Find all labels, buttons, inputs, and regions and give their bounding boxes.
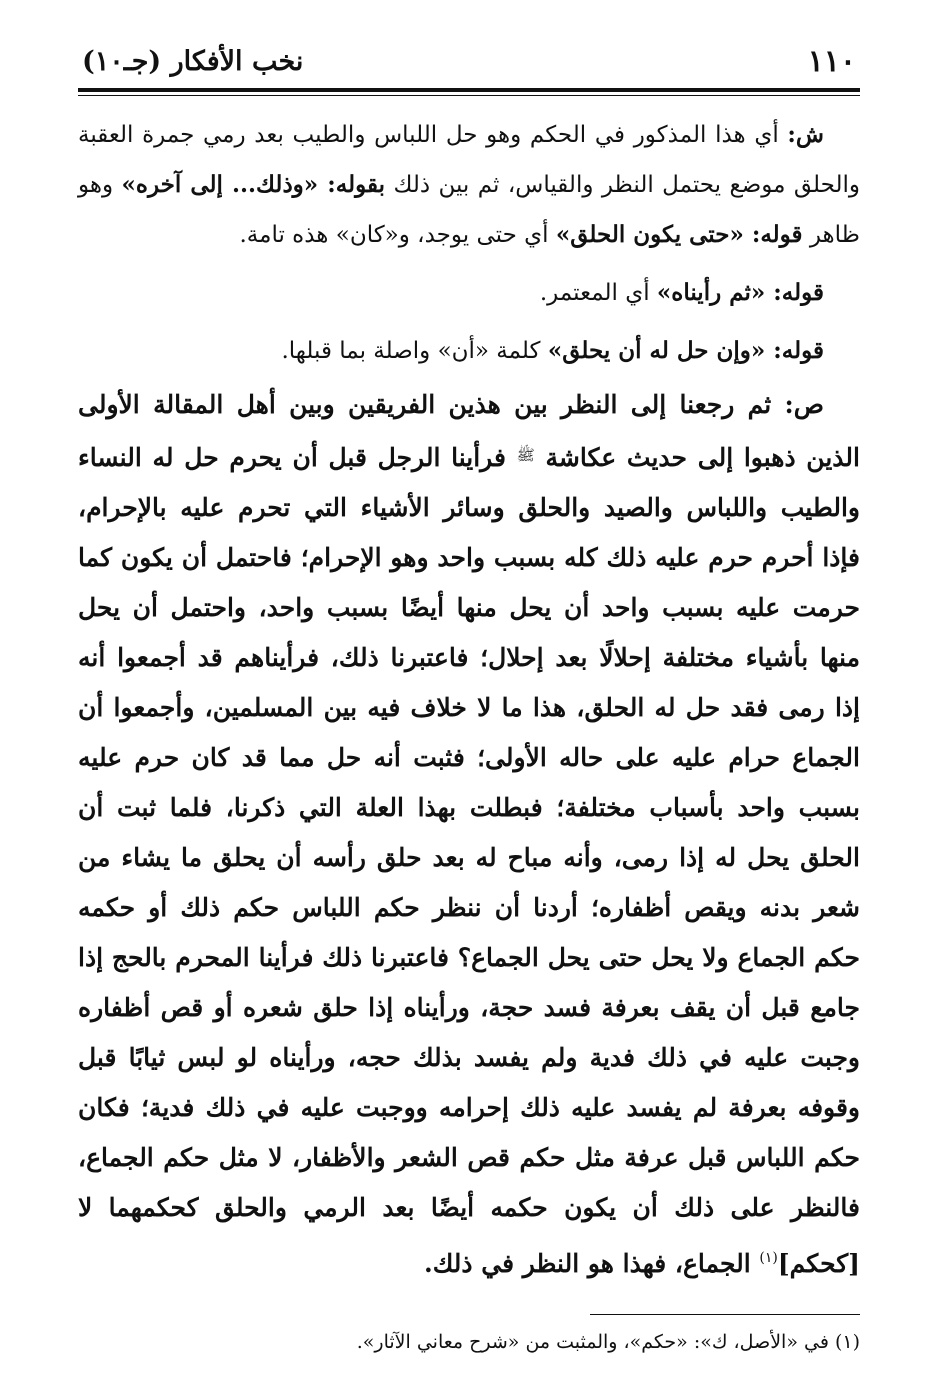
lemma-label: قوله: «ثم رأيناه» (656, 279, 824, 306)
footnote-divider (590, 1314, 860, 1315)
commentary-section (78, 110, 860, 376)
main-text-paragraph (78, 380, 860, 1289)
header-rule-thin (78, 95, 860, 96)
lemma-explanation: أي المعتمر. (539, 280, 657, 306)
commentary-paragraph (78, 110, 860, 260)
main-text-part: فرأينا الرجل قبل أن يحرم حل له النساء والطيب واللباس والصيد والحلق وسائر الأشياء التي تحرم عليه بالإحرام، فإذا أحرم حرم عليه ذلك كله بسبب واحد وهو الإحرام؛ فاحتمل أن يكون كما حرمت عليه بسبب واحد أن يحل منها أيضًا بسبب واحد، واحتمل أن يحل منها بأشياء مختلفة إحلالًا بعد إحلال؛ فاعتبرنا ذلك، فرأيناهم قد أجمعوا أنه إذا رمى فقد حل له الحلق، هذا ما لا خلاف فيه بين المسلمين، وأجمعوا أن الجماع حرام عليه على حاله الأولى؛ فثبت أنه حل مما قد كان حرم عليه بسبب واحد بأسباب مختلفة؛ فبطلت بهذا العلة التي ذكرنا، فلما ثبت أن الحلق يحل له إذا رمى، وأنه مباح له بعد حلق رأسه أن يحلق ما يشاء من شعر بدنه ويقص أظفاره؛ أردنا أن ننظر حكم اللباس حكم ذلك أو حكمه حكم الجماع ولا يحل حتى يحل الجماع؟ فاعتبرنا ذلك فرأينا المحرم بالحج إذا جامع قبل أن يقف بعرفة فسد حجة، ورأيناه إذا حلق شعره أو قص أظفاره وجبت عليه في ذلك فدية ولم يفسد بذلك حجه، ورأيناه لو لبس ثيابًا قبل وقوفه بعرفة لم يفسد عليه ذلك إحرامه ووجبت عليه في ذلك فدية؛ فكان حكم اللباس قبل عرفة مثل حكم قص الشعر والأظفار، لا مثل حكم الجماع، فالنظر على ذلك أن يكون حكمه أيضًا بعد الرمي والحلق كحكمهما لا [كحكم] (78, 443, 860, 1278)
page-number: ١١٠ (807, 44, 856, 79)
honorific-symbol: ﷺ (516, 446, 535, 464)
lemma-label: قوله: «وإن حل له أن يحلق» (547, 337, 824, 364)
lemma-line (78, 326, 860, 376)
book-page (78, 36, 860, 1353)
commentary-text: أي حتى يوجد، و«كان» هذه تامة. (239, 222, 556, 248)
lemma-line (78, 268, 860, 318)
commentary-text: أي هذا المذكور في الحكم وهو حل اللباس والطيب بعد رمي جمرة العقبة والحلق موضع يحتمل النظر والقياس، ثم بين ذلك (78, 122, 860, 198)
header-rule-thick (78, 88, 860, 92)
commentary-text: وهو ظاهر (78, 172, 860, 248)
quoted-phrase: قوله: «حتى يكون الحلق» (555, 221, 803, 248)
main-text-marker: ص: (784, 390, 824, 419)
running-header (78, 36, 860, 86)
lemma-explanation: كلمة «أن» واصلة بما قبلها. (281, 338, 548, 364)
main-text-part: الجماع، فهذا هو النظر في ذلك. (424, 1249, 760, 1278)
quoted-phrase: بقوله: «وذلك... إلى آخره» (121, 171, 386, 198)
footnote-reference[interactable]: (١) (759, 1250, 778, 1266)
main-text-part: ثم رجعنا إلى النظر بين هذين الفريقين وبين أهل المقالة الأولى الذين ذهبوا إلى حديث عكاشة (78, 390, 860, 472)
book-title: نخب الأفكار (جـ١٠) (82, 46, 304, 77)
footnote: (١) في «الأصل، ك»: «حكم»، والمثبت من «شرح معاني الآثار». (356, 1331, 860, 1353)
commentary-marker: ش: (787, 121, 824, 148)
